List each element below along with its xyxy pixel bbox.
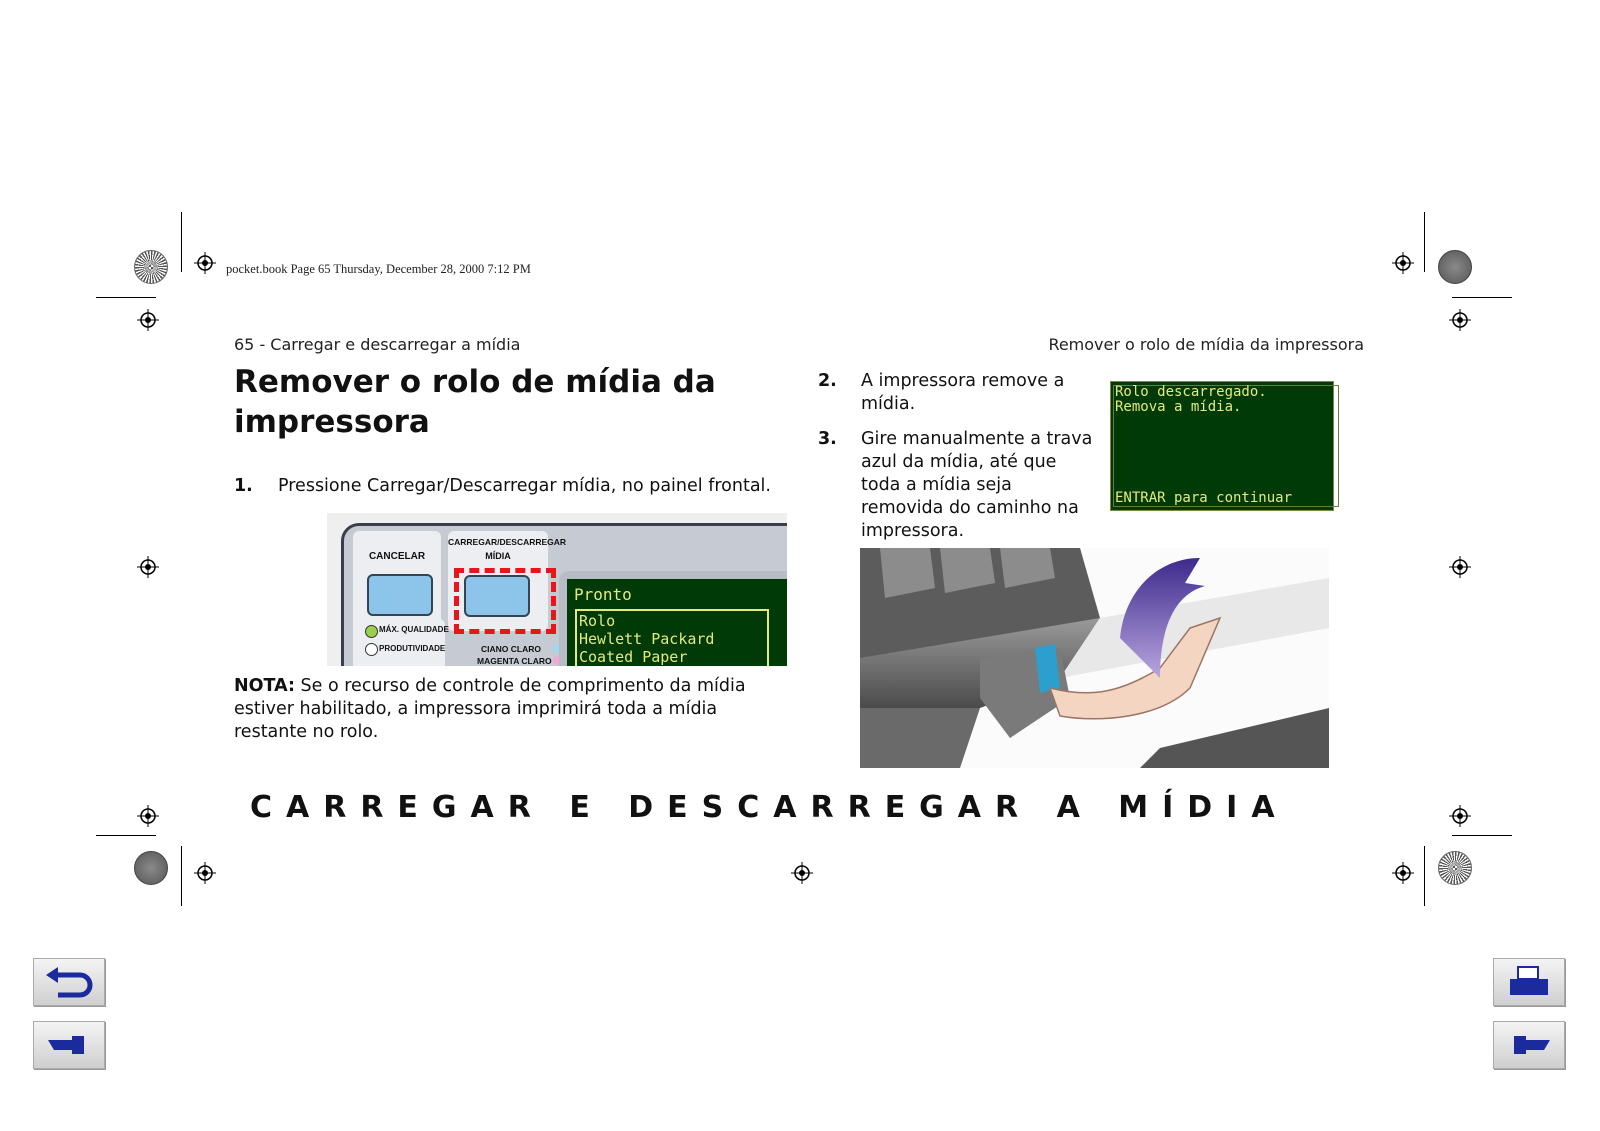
rosette-mark <box>134 250 168 284</box>
cancel-label: CANCELAR <box>368 551 426 562</box>
hand-pointing-right-icon <box>1504 1028 1554 1062</box>
hand-pointing-left-icon <box>44 1028 94 1062</box>
rosette-mark <box>1438 250 1472 284</box>
printer-icon <box>1504 965 1554 999</box>
display-line-1: Rolo descarregado. <box>1115 384 1267 400</box>
chapter-footer: CARREGAR E DESCARREGAR A MÍDIA <box>250 790 1289 825</box>
lcd-line-1: Rolo <box>579 612 616 630</box>
rotate-media-lock-illustration <box>860 548 1329 768</box>
next-page-button[interactable] <box>1493 1021 1565 1069</box>
step-number: 3. <box>818 429 837 449</box>
running-header-right: Remover o rolo de mídia da impressora <box>1048 335 1364 354</box>
note-paragraph <box>234 675 789 744</box>
registration-mark <box>137 805 159 827</box>
load-unload-button <box>464 575 530 617</box>
running-header-left: 65 - Carregar e descarregar a mídia <box>234 335 521 354</box>
step-text: A impressora remove a mídia. <box>861 371 1065 414</box>
load-label-line-1: CARREGAR/DESCARREGAR <box>448 537 567 547</box>
ink-label-1: CIANO CLARO <box>481 644 541 654</box>
previous-page-button[interactable] <box>33 1021 105 1069</box>
quality-led-green <box>365 625 378 638</box>
panel-lcd <box>567 579 787 666</box>
step-text: Pressione Carregar/Descarregar mídia, no painel frontal. <box>278 476 771 496</box>
step-number: 1. <box>234 476 253 496</box>
print-metadata: pocket.book Page 65 Thursday, December 28, 2000 7:12 PM <box>226 262 531 276</box>
registration-mark <box>194 252 216 274</box>
page-title: Remover o rolo de mídia da impressora <box>234 364 716 440</box>
registration-mark <box>1449 556 1471 578</box>
registration-mark <box>194 862 216 884</box>
quality-option-1: MÁX. QUALIDADE <box>379 625 449 634</box>
step-text: Gire manualmente a trava azul da mídia, até que toda a mídia seja removida do caminho na impressora. <box>861 429 1093 541</box>
back-arrow-icon <box>44 965 94 999</box>
cancel-button <box>367 574 433 616</box>
registration-mark <box>1392 252 1414 274</box>
lcd-status: Pronto <box>574 585 632 604</box>
ink-label-2: MAGENTA CLARO <box>477 656 552 666</box>
registration-mark <box>1449 805 1471 827</box>
step-number: 2. <box>818 371 837 391</box>
quality-option-2: PRODUTIVIDADE <box>379 644 446 653</box>
rosette-mark <box>1438 851 1472 885</box>
unload-display-screen <box>1110 381 1334 511</box>
quality-led-off <box>365 643 378 656</box>
registration-mark <box>137 309 159 331</box>
registration-mark <box>1449 309 1471 331</box>
back-button[interactable] <box>33 958 105 1006</box>
print-button[interactable] <box>1493 958 1565 1006</box>
lcd-line-2: Hewlett Packard <box>579 630 715 648</box>
lcd-line-3: Coated Paper <box>579 648 688 666</box>
display-line-2: Remova a mídia. <box>1115 399 1242 415</box>
display-line-3: ENTRAR para continuar <box>1115 490 1293 506</box>
registration-mark <box>1392 862 1414 884</box>
note-text: Se o recurso de controle de comprimento da mídia estiver habilitado, a impressora imprimirá toda a mídia restante no rolo. <box>234 676 746 742</box>
note-label: NOTA: <box>234 676 295 696</box>
registration-mark <box>137 556 159 578</box>
registration-mark <box>791 862 813 884</box>
rosette-mark <box>134 851 168 885</box>
load-label-line-2: MÍDIA <box>485 551 511 561</box>
front-panel-illustration <box>327 513 787 666</box>
